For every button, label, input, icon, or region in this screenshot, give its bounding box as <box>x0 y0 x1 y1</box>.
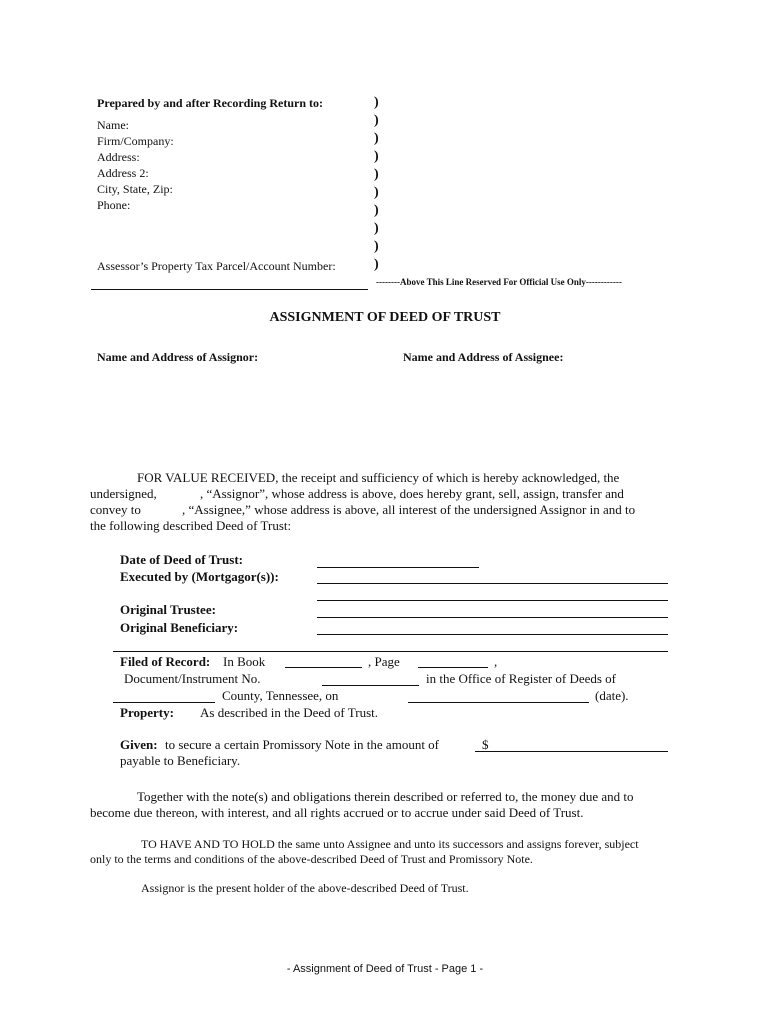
filed-of-record-label: Filed of Record: <box>120 654 211 669</box>
document-number-label: Document/Instrument No. <box>124 671 261 686</box>
city-state-zip-field-label: City, State, Zip: <box>97 182 173 196</box>
property-value: As described in the Deed of Trust. <box>200 705 379 720</box>
habendum-text-2: only to the terms and conditions of the above-described Deed of Trust and Promissory Note. <box>90 852 533 866</box>
page-text: , Page <box>368 654 400 669</box>
book-number-line[interactable] <box>285 667 362 668</box>
bracket-mark: ) <box>374 95 379 110</box>
page-footer: - Assignment of Deed of Trust - Page 1 - <box>286 963 484 975</box>
date-of-deed-label: Date of Deed of Trust: <box>120 552 243 567</box>
official-use-notice: --------Above This Line Reserved For Official Use Only------------ <box>376 277 622 287</box>
given-label: Given: <box>120 737 158 752</box>
address2-field-label: Address 2: <box>97 166 149 180</box>
date-suffix-text: (date). <box>595 688 629 703</box>
holder-statement: Assignor is the present holder of the above-described Deed of Trust. <box>141 881 469 895</box>
original-beneficiary-label: Original Beneficiary: <box>120 620 239 635</box>
mortgagor-line[interactable] <box>317 583 668 584</box>
trustee-line[interactable] <box>317 617 668 618</box>
bracket-mark: ) <box>374 131 379 146</box>
mortgagor-line-2[interactable] <box>317 600 668 601</box>
assignor-grant-text: , “Assignor”, whose address is above, does hereby grant, sell, assign, transfer and <box>200 486 624 501</box>
date-of-deed-line[interactable] <box>317 567 479 568</box>
recording-date-line[interactable] <box>408 702 589 703</box>
dollar-sign: $ <box>482 737 489 752</box>
county-tennessee-text: County, Tennessee, on <box>222 688 339 703</box>
parcel-number-line[interactable] <box>91 289 368 290</box>
section-divider <box>113 651 668 652</box>
bracket-mark: ) <box>374 113 379 128</box>
property-label: Property: <box>120 705 174 720</box>
bracket-mark: ) <box>374 185 379 200</box>
county-line[interactable] <box>113 702 215 703</box>
together-with-text-2: become due thereon, with interest, and all rights accrued or to accrue under said Deed of Trust. <box>90 805 584 820</box>
assignor-label: Name and Address of Assignor: <box>97 350 259 364</box>
name-field-label: Name: <box>97 118 129 132</box>
prepared-by-label: Prepared by and after Recording Return to: <box>97 96 323 110</box>
comma-text: , <box>494 654 498 669</box>
phone-field-label: Phone: <box>97 198 131 212</box>
undersigned-text: undersigned, <box>90 486 157 501</box>
executed-by-label: Executed by (Mortgagor(s)): <box>120 569 279 584</box>
parcel-number-label: Assessor’s Property Tax Parcel/Account Number: <box>97 259 336 273</box>
habendum-text: TO HAVE AND TO HOLD the same unto Assignee and unto its successors and assigns forever, subject <box>141 837 639 851</box>
payable-text: payable to Beneficiary. <box>120 753 241 768</box>
convey-to-text: convey to <box>90 502 141 517</box>
assignee-interest-text: , “Assignee,” whose address is above, all interest of the undersigned Assignor in and to <box>182 502 636 517</box>
deed-intro-text: the following described Deed of Trust: <box>90 518 292 533</box>
address-field-label: Address: <box>97 150 140 164</box>
beneficiary-line[interactable] <box>317 634 668 635</box>
register-office-text: in the Office of Register of Deeds of <box>426 671 617 686</box>
page-number-line[interactable] <box>418 667 488 668</box>
bracket-mark: ) <box>374 239 379 254</box>
document-number-line[interactable] <box>322 685 419 686</box>
bracket-mark: ) <box>374 221 379 236</box>
original-trustee-label: Original Trustee: <box>120 602 216 617</box>
bracket-mark: ) <box>374 203 379 218</box>
bracket-mark: ) <box>374 257 379 272</box>
in-book-text: In Book <box>223 654 266 669</box>
bracket-mark: ) <box>374 167 379 182</box>
bracket-mark: ) <box>374 149 379 164</box>
firm-field-label: Firm/Company: <box>97 134 174 148</box>
note-amount-line[interactable] <box>475 751 668 752</box>
given-text: to secure a certain Promissory Note in the amount of <box>165 737 440 752</box>
together-with-text: Together with the note(s) and obligations therein described or referred to, the money due and to <box>137 789 634 804</box>
consideration-text: FOR VALUE RECEIVED, the receipt and sufficiency of which is hereby acknowledged, the <box>137 470 620 485</box>
document-title: ASSIGNMENT OF DEED OF TRUST <box>269 310 501 325</box>
assignee-label: Name and Address of Assignee: <box>403 350 564 364</box>
